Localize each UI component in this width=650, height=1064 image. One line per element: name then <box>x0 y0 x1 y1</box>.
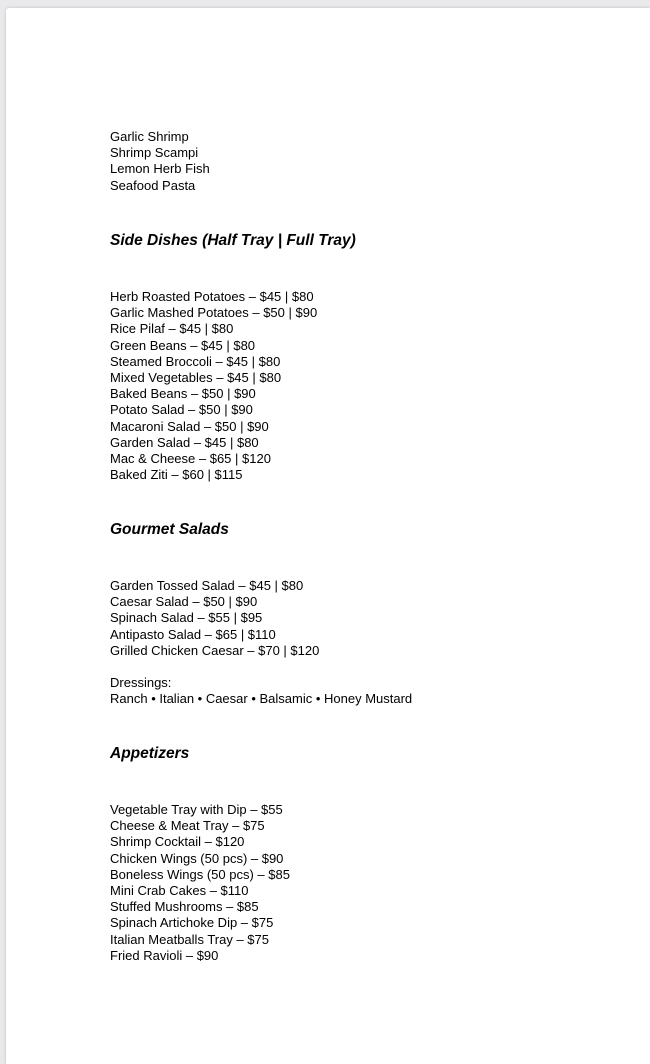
list-item: Rice Pilaf – $45 | $80 <box>110 321 234 337</box>
list-item: Antipasto Salad – $65 | $110 <box>110 626 276 642</box>
list-item: Chicken Wings (50 pcs) – $90 <box>110 850 284 866</box>
list-item: Garden Salad – $45 | $80 <box>110 434 259 450</box>
gourmet-salads-list <box>110 578 319 659</box>
list-item: Lemon Herb Fish <box>110 161 210 177</box>
list-item: Spinach Salad – $55 | $95 <box>110 610 263 626</box>
list-item: Fried Ravioli – $90 <box>110 947 219 963</box>
list-item: Macaroni Salad – $50 | $90 <box>110 418 269 434</box>
document-page <box>6 8 650 1064</box>
appetizers-heading: Appetizers <box>110 745 190 762</box>
list-item: Mini Crab Cakes – $110 <box>110 882 249 898</box>
list-item: Herb Roasted Potatoes – $45 | $80 <box>110 289 314 304</box>
seafood-list <box>110 129 210 194</box>
side-dishes-heading: Side Dishes (Half Tray | Full Tray) <box>110 232 356 249</box>
list-item: Cheese & Meat Tray – $75 <box>110 818 265 834</box>
list-item: Caesar Salad – $50 | $90 <box>110 594 258 610</box>
list-item: Baked Beans – $50 | $90 <box>110 386 256 402</box>
list-item: Mac & Cheese – $65 | $120 <box>110 450 271 466</box>
dressings-list: Ranch • Italian • Caesar • Balsamic • Honey Mustard <box>110 691 413 706</box>
list-item: Potato Salad – $50 | $90 <box>110 402 253 418</box>
list-item: Spinach Artichoke Dip – $75 <box>110 915 274 931</box>
appetizers-list <box>110 802 290 964</box>
gourmet-salads-heading: Gourmet Salads <box>110 521 229 538</box>
list-item: Boneless Wings (50 pcs) – $85 <box>110 866 290 882</box>
dressings-label: Dressings: <box>110 675 172 690</box>
list-item: Garden Tossed Salad – $45 | $80 <box>110 578 304 593</box>
list-item: Stuffed Mushrooms – $85 <box>110 899 259 915</box>
list-item: Garlic Shrimp <box>110 129 189 144</box>
list-item: Baked Ziti – $60 | $115 <box>110 467 243 483</box>
list-item: Garlic Mashed Potatoes – $50 | $90 <box>110 305 318 321</box>
list-item: Seafood Pasta <box>110 177 196 193</box>
list-item: Steamed Broccoli – $45 | $80 <box>110 353 281 369</box>
list-item: Shrimp Scampi <box>110 145 199 161</box>
list-item: Green Beans – $45 | $80 <box>110 337 256 353</box>
list-item: Shrimp Cocktail – $120 <box>110 834 245 850</box>
list-item: Italian Meatballs Tray – $75 <box>110 931 269 947</box>
list-item: Mixed Vegetables – $45 | $80 <box>110 369 282 385</box>
list-item: Grilled Chicken Caesar – $70 | $120 <box>110 642 320 658</box>
side-dishes-list <box>110 289 317 483</box>
list-item: Vegetable Tray with Dip – $55 <box>110 802 283 817</box>
